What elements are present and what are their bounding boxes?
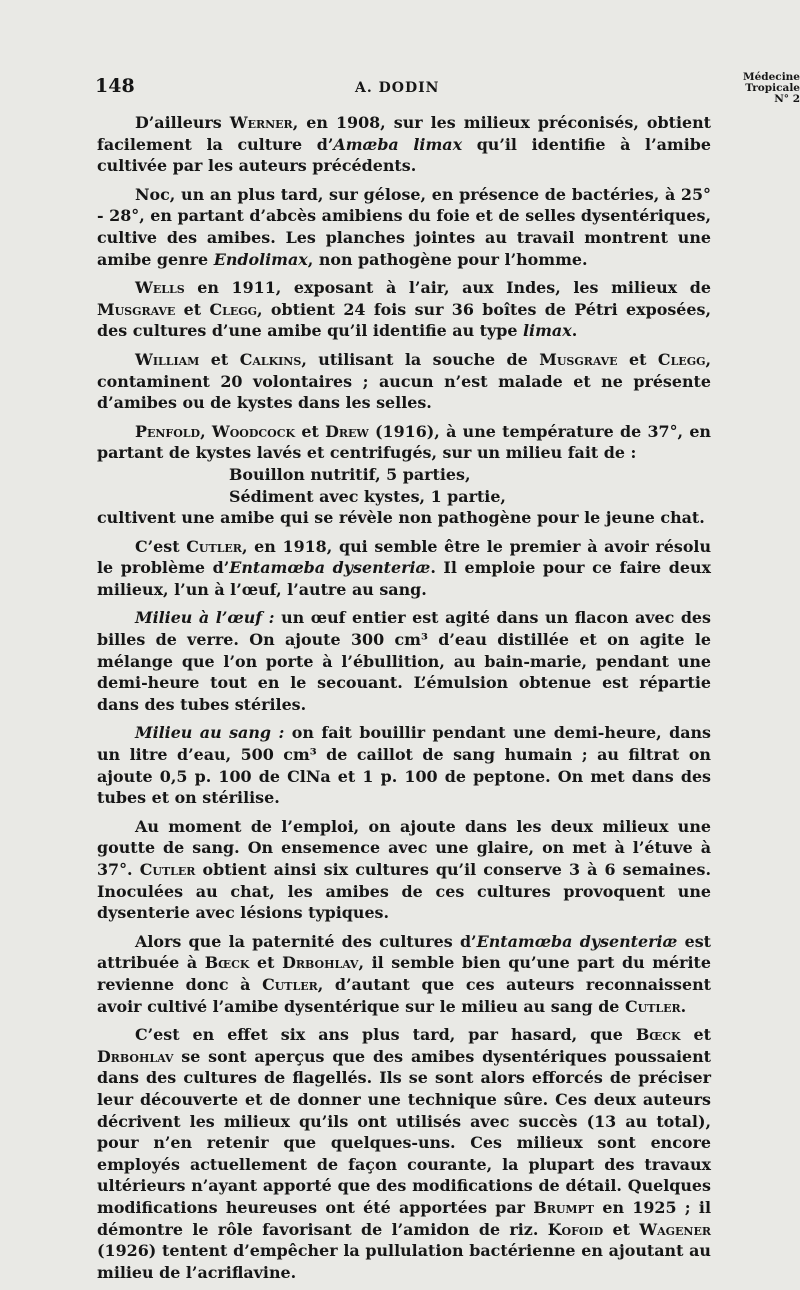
text-run: C’est en effet six ans plus tard, par hasard, que — [135, 1025, 636, 1045]
author-name: Drew — [325, 421, 369, 441]
text-run: D’ailleurs — [135, 113, 230, 132]
running-head: A. DODIN — [355, 80, 440, 96]
text-run: obtient ainsi six cultures qu’il conserve 3 à 6 semaines. Inoculées au chat, les amibes de ces cultures provoquent une dysenterie avec lésions typiques. — [97, 860, 712, 923]
text-run: et — [603, 1219, 640, 1239]
text-run: en 1925 ; il démontre le rôle favorisant de l’amidon de riz. — [97, 1197, 711, 1239]
text-run: et — [680, 1025, 711, 1045]
author-name: Clegg — [209, 299, 258, 319]
journal-tag-line: Tropicale — [745, 82, 800, 94]
italic-term: Endolimax — [213, 249, 308, 269]
author-name: Musgrave — [97, 299, 176, 319]
text-run: , en 1918, qui semble être le premier à avoir résolu le problème d’ — [97, 536, 712, 578]
paragraph — [97, 507, 711, 529]
journal-tag-line: Médecine — [742, 71, 800, 83]
text-run: et — [175, 299, 210, 319]
paragraph — [97, 1024, 711, 1283]
paragraph — [97, 421, 711, 464]
italic-term: limax — [523, 321, 572, 341]
author-name: Kofoid — [547, 1219, 604, 1239]
text-run: cultivent une amibe qui se révèle non pathogène pour le jeune chat. — [97, 508, 705, 528]
text-run: et — [199, 349, 240, 369]
paragraph — [97, 349, 711, 414]
author-name: Bœck — [204, 953, 250, 973]
italic-term: Entamœba dysenteriæ — [229, 558, 431, 578]
text-run: , il semble bien qu’une part du mérite revienne donc à — [97, 953, 711, 994]
author-name: Brumpt — [533, 1197, 595, 1217]
text-run: C’est — [135, 536, 187, 556]
text-run: , non pathogène pour l’homme. — [307, 249, 588, 269]
paragraph — [97, 816, 711, 924]
paragraph — [97, 722, 711, 808]
text-run: Au moment de l’emploi, on ajoute dans les deux milieux une goutte de sang. On ensemence avec une glaire, on met à l’étuve à 37°. — [97, 816, 711, 879]
italic-term: Amæba limax — [333, 134, 463, 154]
text-run: , obtient 24 fois sur 36 boîtes de Pétri exposées, des cultures d’une amibe qu’il identifie au type — [97, 299, 711, 341]
author-name: William — [135, 349, 200, 369]
paragraph — [97, 184, 711, 270]
author-name: Drbohlav — [282, 953, 359, 973]
recipe-list — [229, 464, 711, 507]
text-run: Alors que la paternité des cultures d’ — [135, 931, 477, 951]
paragraph — [97, 277, 711, 342]
text-run: (1926) tentent d’empêcher la pullulation bactérienne en ajoutant au milieu de l’acriflavine. — [97, 1241, 711, 1282]
author-name: Drbohlav — [97, 1046, 174, 1066]
paragraph — [97, 607, 711, 715]
text-run: en 1911, exposant à l’air, aux Indes, les milieux de — [184, 278, 711, 298]
recipe-item: Sédiment avec kystes, 1 partie, — [229, 486, 506, 506]
text-run: est attribuée à — [97, 931, 711, 973]
text-run: et — [249, 953, 283, 973]
text-run: . — [680, 996, 687, 1016]
author-name: Calkins — [239, 349, 302, 369]
paragraph — [97, 931, 711, 1017]
paragraph — [97, 112, 711, 177]
text-run: (1916), à une température de 37°, en partant de kystes lavés et centrifugés, sur un milieu fait de : — [97, 421, 711, 463]
text-run: , — [200, 421, 212, 441]
paragraph — [97, 536, 711, 601]
body-text — [97, 112, 711, 1290]
author-name: Cutler — [139, 860, 196, 879]
author-name: Clegg — [657, 349, 706, 369]
text-run: et — [295, 421, 326, 441]
text-run: et — [617, 349, 658, 369]
text-run: qu’il identifie à l’amibe cultivée par les auteurs précédents. — [97, 134, 711, 176]
text-run: on fait bouillir pendant une demi-heure, dans un litre d’eau, 500 cm³ de caillot de sang humain ; au filtrat on ajoute 0,5 p. 100 de ClNa et 1 p. 100 de peptone. On met dans des tubes et on stérilise. — [97, 723, 711, 808]
italic-term: Milieu à l’œuf : — [135, 608, 275, 628]
italic-term: Entamœba dysenteriæ — [476, 931, 678, 951]
text-run: . Il emploie pour ce faire deux milieux, l’un à l’œuf, l’autre au sang. — [97, 558, 711, 599]
text-run: , d’autant que ces auteurs reconnaissent avoir cultivé l’amibe dysentérique sur le milieu au sang de — [97, 974, 711, 1016]
journal-tag — [728, 72, 800, 105]
author-name: Wells — [135, 278, 185, 298]
author-name: Penfold — [135, 421, 201, 441]
author-name: Musgrave — [539, 349, 618, 369]
text-run: . — [571, 321, 578, 341]
text-run: , utilisant la souche de — [301, 349, 540, 369]
text-run: Noc, un an plus tard, sur gélose, en présence de bactéries, à 25° - 28°, en partant d’abcès amibiens du foie et de selles dysentériques, cultive des amibes. Les planches jointes au travail montrent une amibe genre — [97, 184, 711, 269]
text-run: , contaminent 20 volontaires ; aucun n’est malade et ne présente d’amibes ou de kystes dans les selles. — [97, 349, 712, 413]
author-name: Woodcock — [211, 421, 296, 441]
text-run: un œuf entier est agité dans un flacon avec des billes de verre. On ajoute 300 cm³ d’eau distillée et on agite le mélange que l’on porte à l’ébullition, au bain-marie, pendant une demi-heure tout en le secouant. L’émulsion obtenue est répartie dans des tubes stériles. — [97, 608, 711, 714]
author-name: Bœck — [635, 1025, 681, 1045]
recipe-item: Bouillon nutritif, 5 parties, — [229, 464, 471, 484]
author-name: Cutler — [262, 974, 318, 994]
page-number: 148 — [95, 75, 135, 97]
author-name: Cutler — [186, 536, 242, 556]
text-run: , en 1908, sur les milieux préconisés, obtient facilement la culture d’ — [97, 113, 711, 154]
italic-term: Milieu au sang : — [135, 723, 285, 743]
author-name: Werner — [229, 113, 293, 132]
author-name: Wagener — [639, 1219, 711, 1239]
author-name: Cutler — [624, 996, 681, 1016]
text-run: se sont aperçus que des amibes dysentériques poussaient dans des cultures de flagellés. Ils se sont alors efforcés de préciser leur découverte et de donner une technique sûre. Ces deux auteurs décrivent les milieux qu’ils ont utilisés avec succès (13 au total), pour n’en retenir que quelques-uns. Ces milieux sont encore employés actuellement de façon courante, la plupart des travaux ultérieurs n’ayant apporté que des modifications de détail. Quelques modifications heureuses ont été apportées par — [97, 1046, 711, 1217]
journal-tag-line: N° 2 — [774, 93, 800, 105]
